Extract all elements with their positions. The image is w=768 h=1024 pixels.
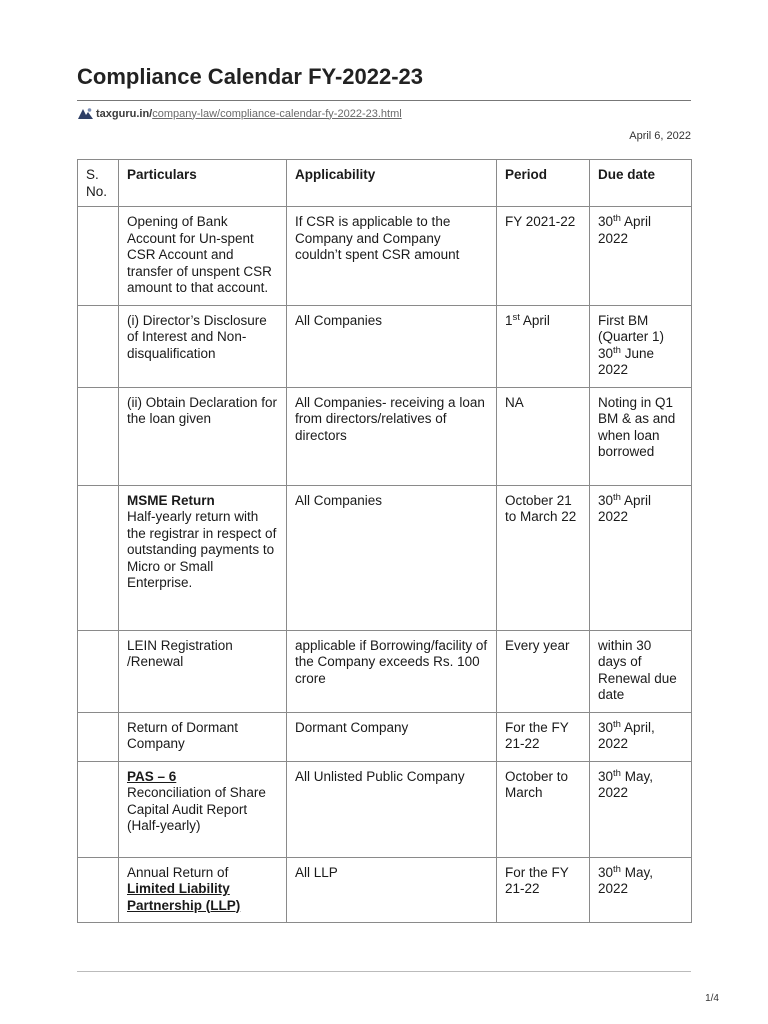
cell-sno bbox=[78, 485, 119, 630]
cell-applicability: All Unlisted Public Company bbox=[287, 761, 497, 857]
cell-applicability: If CSR is applicable to the Company and Company couldn’t spent CSR amount bbox=[287, 207, 497, 306]
particulars-text: Half-yearly return with the registrar in respect of outstanding payments to Micro or Small Enterprise. bbox=[127, 509, 277, 590]
cell-particulars: Return of Dormant Company bbox=[119, 712, 287, 761]
cell-period: For the FY 21-22 bbox=[497, 712, 590, 761]
title-divider bbox=[77, 100, 691, 101]
llp-link[interactable]: Limited Liability Partnership (LLP) bbox=[127, 881, 241, 913]
source-path[interactable]: company-law/compliance-calendar-fy-2022-23.html bbox=[152, 107, 402, 120]
due-suffix: th bbox=[613, 863, 621, 875]
due-suffix: th bbox=[613, 491, 621, 503]
due-day: 30 bbox=[598, 214, 614, 229]
due-day: 30 bbox=[598, 492, 614, 508]
cell-sno bbox=[78, 712, 119, 761]
table-row bbox=[78, 305, 692, 387]
cell-particulars bbox=[119, 485, 287, 630]
due-day: 30 bbox=[598, 768, 614, 784]
table-row bbox=[78, 207, 692, 306]
cell-particulars: LEIN Registration /Renewal bbox=[119, 630, 287, 712]
due-suffix: th bbox=[613, 718, 621, 730]
page-title: Compliance Calendar FY-2022-23 bbox=[77, 64, 424, 89]
due-suffix: th bbox=[613, 213, 621, 224]
source-link[interactable] bbox=[77, 107, 402, 120]
due-day: 30 bbox=[598, 864, 614, 880]
cell-particulars: (ii) Obtain Declaration for the loan given bbox=[119, 387, 287, 485]
due-day: 30 bbox=[598, 345, 614, 361]
cell-sno bbox=[78, 630, 119, 712]
due-rest: May, 2022 bbox=[598, 768, 653, 800]
table-header-row bbox=[78, 160, 692, 207]
cell-sno bbox=[78, 857, 119, 923]
period-suffix: st bbox=[512, 311, 520, 323]
cell-particulars bbox=[119, 761, 287, 857]
header-particulars: Particulars bbox=[119, 160, 287, 207]
particulars-prefix: Annual Return of bbox=[127, 864, 229, 880]
due-rest: June 2022 bbox=[598, 345, 654, 377]
header-period: Period bbox=[497, 160, 590, 207]
particulars-text: Reconciliation of Share Capital Audit Report (Half-yearly) bbox=[127, 785, 266, 833]
due-prefix: First BM (Quarter 1) bbox=[598, 312, 665, 344]
cell-period: Every year bbox=[497, 630, 590, 712]
table-row bbox=[78, 485, 692, 630]
publish-date: April 6, 2022 bbox=[629, 130, 691, 142]
due-suffix: th bbox=[613, 767, 621, 779]
cell-applicability: Dormant Company bbox=[287, 712, 497, 761]
header-due-date: Due date bbox=[590, 160, 692, 207]
pas6-link[interactable]: PAS – 6 bbox=[127, 768, 177, 784]
taxguru-logo-icon bbox=[77, 107, 94, 120]
cell-due-date: Noting in Q1 BM & as and when loan borrowed bbox=[590, 387, 692, 485]
due-rest: May, 2022 bbox=[598, 864, 653, 896]
cell-particulars: (i) Director’s Disclosure of Interest and Non-disqualification bbox=[119, 305, 287, 387]
due-rest: April 2022 bbox=[598, 214, 651, 246]
cell-applicability: All LLP bbox=[287, 857, 497, 923]
cell-sno bbox=[78, 761, 119, 857]
cell-applicability: applicable if Borrowing/facility of the Company exceeds Rs. 100 crore bbox=[287, 630, 497, 712]
due-rest: April, 2022 bbox=[598, 719, 655, 751]
cell-applicability: All Companies bbox=[287, 485, 497, 630]
period-rest: April bbox=[519, 312, 550, 328]
due-rest: April 2022 bbox=[598, 492, 651, 524]
table-row bbox=[78, 761, 692, 857]
particulars-title: MSME Return bbox=[127, 492, 215, 508]
cell-due-date bbox=[590, 305, 692, 387]
cell-period bbox=[497, 305, 590, 387]
cell-period: FY 2021-22 bbox=[497, 207, 590, 306]
cell-applicability: All Companies- receiving a loan from directors/relatives of directors bbox=[287, 387, 497, 485]
cell-sno bbox=[78, 207, 119, 306]
header-sno: S. No. bbox=[78, 160, 119, 207]
table-row bbox=[78, 630, 692, 712]
cell-due-date bbox=[590, 761, 692, 857]
cell-period: For the FY 21-22 bbox=[497, 857, 590, 923]
table-row bbox=[78, 712, 692, 761]
source-domain[interactable]: taxguru.in/ bbox=[96, 107, 153, 120]
cell-particulars: Opening of Bank Account for Un-spent CSR Account and transfer of unspent CSR amount to that account. bbox=[119, 207, 287, 306]
compliance-table bbox=[77, 159, 692, 923]
table-row bbox=[78, 857, 692, 923]
cell-due-date: within 30 days of Renewal due date bbox=[590, 630, 692, 712]
cell-due-date bbox=[590, 712, 692, 761]
cell-particulars bbox=[119, 857, 287, 923]
page-number: 1/4 bbox=[705, 993, 719, 1004]
cell-period: October 21 to March 22 bbox=[497, 485, 590, 630]
cell-due-date bbox=[590, 857, 692, 923]
period-day: 1 bbox=[505, 312, 513, 328]
cell-due-date bbox=[590, 485, 692, 630]
cell-period: October to March bbox=[497, 761, 590, 857]
footer-divider bbox=[77, 971, 691, 972]
cell-period: NA bbox=[497, 387, 590, 485]
due-suffix: th bbox=[613, 344, 621, 356]
header-applicability: Applicability bbox=[287, 160, 497, 207]
due-day: 30 bbox=[598, 719, 614, 735]
cell-sno bbox=[78, 305, 119, 387]
cell-sno bbox=[78, 387, 119, 485]
table-row bbox=[78, 387, 692, 485]
cell-due-date bbox=[590, 207, 692, 306]
cell-applicability: All Companies bbox=[287, 305, 497, 387]
